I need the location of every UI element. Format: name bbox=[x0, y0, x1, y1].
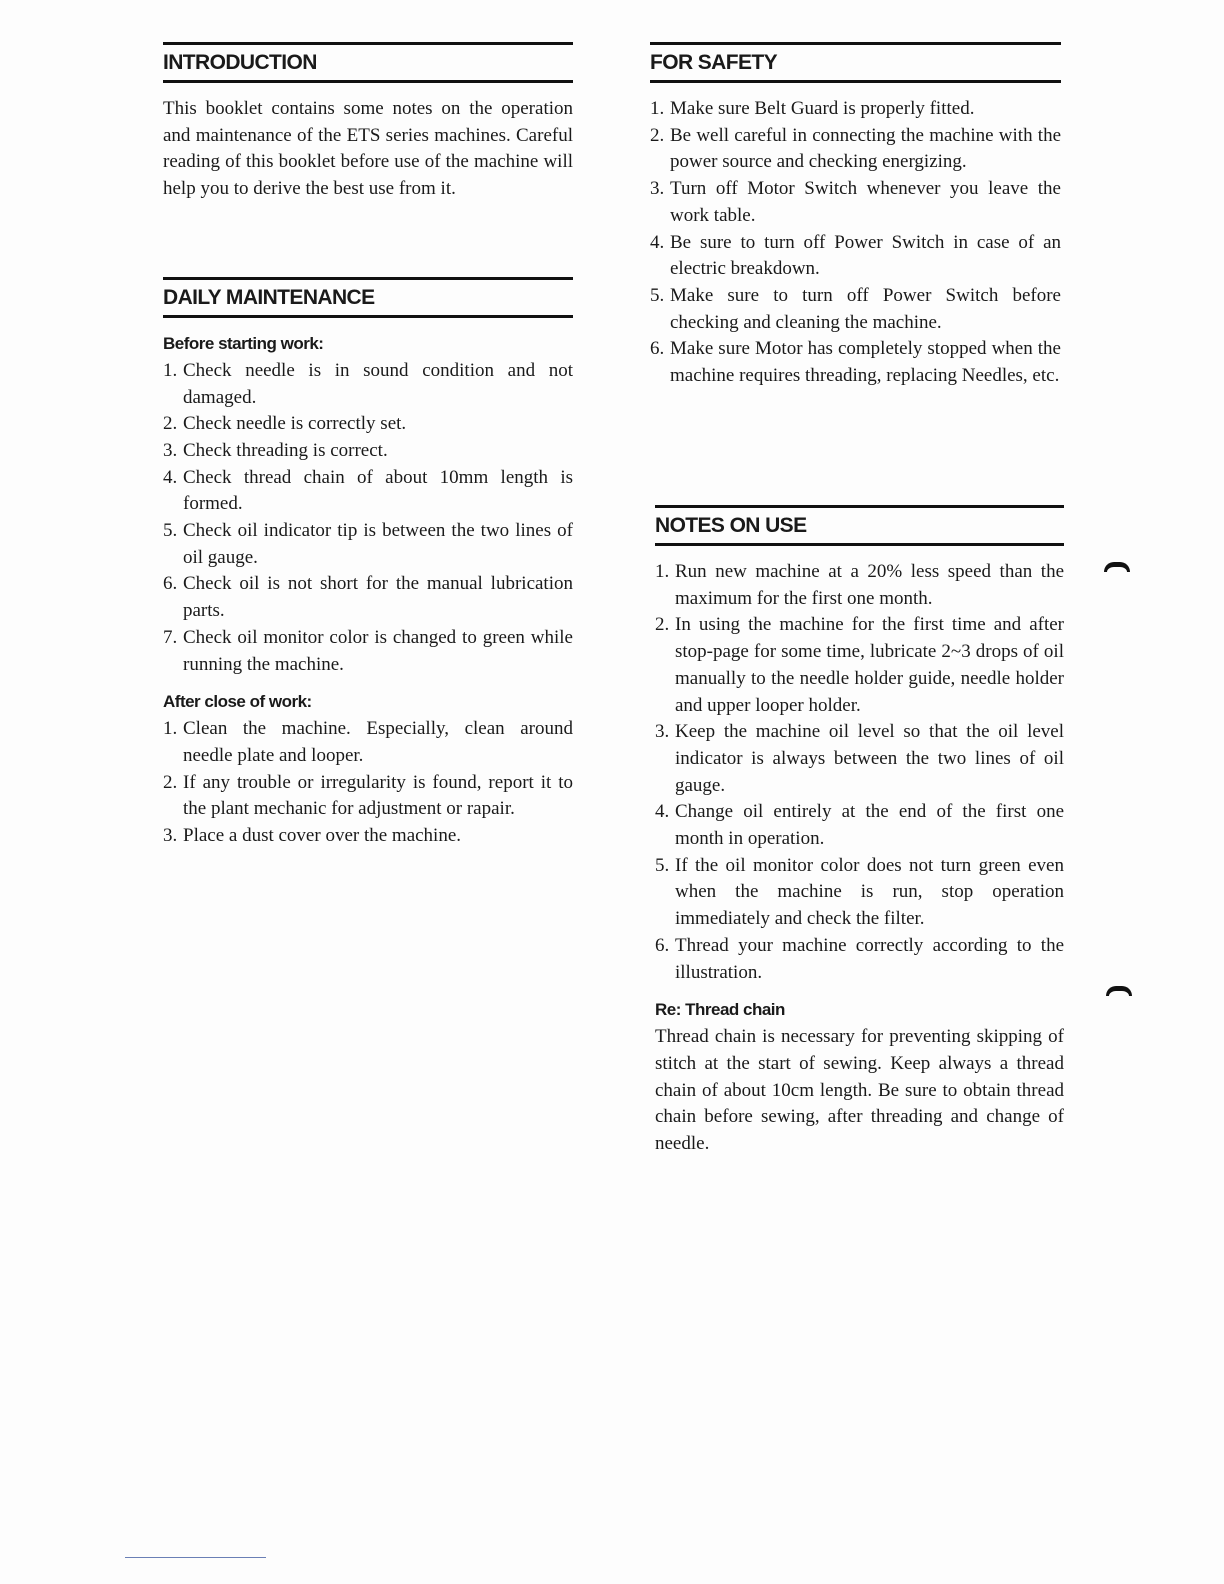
margin-arch-mark bbox=[1106, 986, 1132, 996]
before-starting-work-list bbox=[163, 358, 573, 678]
introduction-heading: INTRODUCTION bbox=[163, 42, 573, 83]
after-close-of-work-list bbox=[163, 716, 573, 850]
list-item: 1. Run new machine at a 20% less speed than the maximum for the first one month. bbox=[655, 561, 1064, 609]
for-safety-heading: FOR SAFETY bbox=[650, 42, 1061, 83]
after-close-of-work-heading: After close of work: bbox=[163, 692, 312, 712]
for-safety-section bbox=[650, 42, 1061, 390]
list-item: 3. Keep the machine oil level so that the oil level indicator is always between the two lines of oil gauge. bbox=[655, 721, 1064, 796]
margin-arch-mark bbox=[1104, 562, 1130, 572]
list-item: 4. Check thread chain of about 10mm length is formed. bbox=[163, 466, 573, 515]
thread-chain-text: Thread chain is necessary for preventing skipping of stitch at the start of sewing. Keep always a thread chain of about 10cm length. Be sure to obtain thread chain before sewing, after threading and change of needle. bbox=[655, 1026, 1064, 1155]
list-item: 3. Check threading is correct. bbox=[163, 439, 388, 461]
before-starting-work-heading: Before starting work: bbox=[163, 333, 324, 353]
list-item: 4. Change oil entirely at the end of the first one month in operation. bbox=[655, 801, 1064, 850]
notes-on-use-section bbox=[655, 505, 1064, 1158]
list-item: 4. Be sure to turn off Power Switch in case of an electric breakdown. bbox=[650, 231, 1061, 280]
introduction-text: This booklet contains some notes on the operation and maintenance of the ETS series machines. Careful reading of this booklet before use of the machine will help you to derive the best use from it. bbox=[163, 98, 573, 200]
list-item: 2. Check needle is correctly set. bbox=[163, 413, 407, 435]
for-safety-list bbox=[650, 96, 1061, 390]
list-item: 1. Make sure Belt Guard is properly fitted. bbox=[650, 98, 975, 119]
left-column bbox=[163, 42, 573, 850]
list-item: 6. Check oil is not short for the manual lubrication parts. bbox=[163, 573, 573, 622]
list-item: 2. In using the machine for the first time and after stop-page for some time, lubricate 2~3 drops of oil manually to the needle holder guide, needle holder and upper looper holder. bbox=[655, 614, 1064, 716]
list-item: 3. Place a dust cover over the machine. bbox=[163, 825, 462, 847]
daily-maintenance-heading: DAILY MAINTENANCE bbox=[163, 277, 573, 318]
notes-on-use-heading: NOTES ON USE bbox=[655, 505, 1064, 546]
footer-rule bbox=[125, 1557, 266, 1558]
list-item: 2. If any trouble or irregularity is found, report it to the plant mechanic for adjustment or rapair. bbox=[163, 771, 573, 820]
list-item: 1. Clean the machine. Especially, clean around needle plate and looper. bbox=[163, 718, 573, 766]
list-item: 5. If the oil monitor color does not turn green even when the machine is run, stop operation immediately and check the filter. bbox=[655, 854, 1064, 930]
list-item: 1. Check needle is in sound condition and not damaged. bbox=[163, 359, 573, 408]
list-item: 7. Check oil monitor color is changed to green while running the machine. bbox=[163, 626, 573, 675]
list-item: 3. Turn off Motor Switch whenever you leave the work table. bbox=[650, 178, 1061, 226]
list-item: 6. Thread your machine correctly according to the illustration. bbox=[655, 934, 1064, 983]
list-item: 5. Check oil indicator tip is between the two lines of oil gauge. bbox=[163, 520, 573, 568]
thread-chain-heading: Re: Thread chain bbox=[655, 1000, 785, 1020]
list-item: 5. Make sure to turn off Power Switch before checking and cleaning the machine. bbox=[650, 284, 1061, 333]
list-item: 6. Make sure Motor has completely stopped when the machine requires threading, replacing Needles, etc. bbox=[650, 338, 1061, 387]
notes-on-use-list bbox=[655, 559, 1064, 986]
list-item: 2. Be well careful in connecting the machine with the power source and checking energizing. bbox=[650, 124, 1061, 173]
